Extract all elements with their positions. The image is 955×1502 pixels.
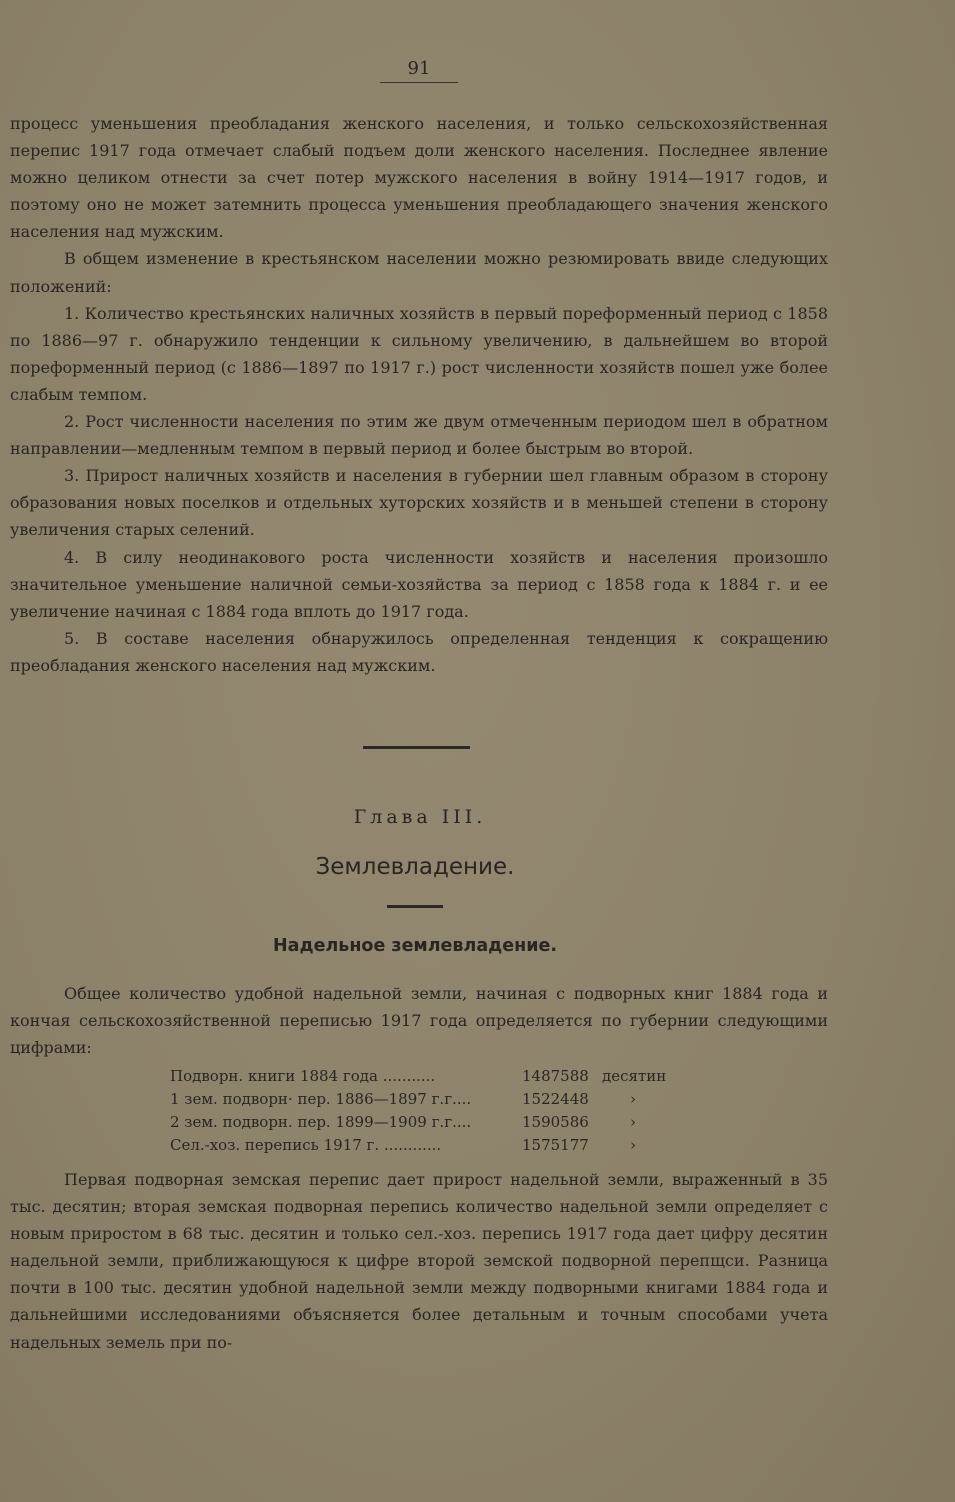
table-row xyxy=(170,1087,666,1110)
row-value: 1487588 xyxy=(522,1066,589,1085)
table-row xyxy=(170,1133,666,1156)
title-divider xyxy=(387,905,443,908)
row-unit: › xyxy=(630,1135,636,1154)
table-row xyxy=(170,1064,666,1087)
paragraph-continued: процесс уменьшения преобладания женского населения, и только сельскохозяйственная перепис 1917 года отмечает слабый подъем доли женского населения. Последнее явление можно целиком отнести за счет потер мужского населения в войну 1914—1917 годов, и поэтому оно не может затемнить процесса уменьшения преобладающего значения женского населения над мужским. xyxy=(10,114,828,242)
paragraph-point-4: 4. В силу неодинакового роста численности хозяйств и населения произошло значительное уменьшение наличной семьи-хозяйства за период с 1858 года к 1884 г. и ее увеличение начиная с 1884 года вплоть до 1917 года. xyxy=(10,547,828,621)
page-number: 91 xyxy=(407,58,431,79)
paragraph-closing: Первая подворная земская перепис дает прирост надельной земли, выраженный в 35 тыс. десятин; вторая земская подворная перепись количество надельной земли определяет с новым приростом в 68 тыс. десятин и только сел.-хоз. перепись 1917 года дает цифру десятин надельной земли, приближающуюся к цифре второй земской подворной перепщси. Разница почти в 100 тыс. десятин удобной надельной земли между подворными книгами 1884 года и дальнейшими исследованиями объясняется более детальным и точным способами учета надельных земель при по- xyxy=(10,1170,828,1352)
paragraph-intro: Общее количество удобной надельной земли, начиная с подворных книг 1884 года и кончая сельскохозяйственной переписью 1917 года определяется по губернии следующими цифрами: xyxy=(10,984,828,1058)
land-table xyxy=(170,1064,666,1156)
page-number-underline xyxy=(380,82,458,83)
row-value: 1590586 xyxy=(522,1112,589,1131)
row-value: 1575177 xyxy=(522,1135,589,1154)
table-row xyxy=(170,1110,666,1133)
paragraph-summary-intro: В общем изменение в крестьянском населении можно резюмировать ввиде следующих положений: xyxy=(10,249,828,296)
summary-section xyxy=(10,110,828,679)
paragraph-point-3: 3. Прирост наличных хозяйств и населения в губернии шел главным образом в сторону образования новых поселков и отдельных хуторских хозяйств и в меньшей степени в сторону увеличения старых селений. xyxy=(10,466,828,540)
intro-section xyxy=(10,980,828,1061)
paragraph-point-2: 2. Рост численности населения по этим же двум отмеченным периодом шел в обратном направлении—медленным темпом в первый период и более быстрым во второй. xyxy=(10,412,828,459)
row-unit: десятин xyxy=(602,1066,667,1085)
row-unit: › xyxy=(630,1089,636,1108)
row-source: Подворн. книги 1884 года ........... xyxy=(170,1066,436,1085)
row-value: 1522448 xyxy=(522,1089,589,1108)
row-source: Сел.-хоз. перепись 1917 г. ............ xyxy=(170,1135,442,1154)
paragraph-point-1: 1. Количество крестьянских наличных хозяйств в первый пореформенный период с 1858 по 1886—97 г. обнаружило тенденции к сильному увеличению, в дальнейшем во второй пореформенный период (с 1886—1897 по 1917 г.) рост численности хозяйств пошел уже более слабым темпом. xyxy=(10,303,828,404)
chapter-title: Землевладение. xyxy=(315,854,515,880)
closing-section xyxy=(10,1166,828,1356)
section-title: Надельное землевладение. xyxy=(272,936,558,956)
section-divider xyxy=(363,746,470,749)
row-source: 2 зем. подворн. пер. 1899—1909 г.г.... xyxy=(170,1112,472,1131)
row-unit: › xyxy=(630,1112,636,1131)
paragraph-point-5: 5. В составе населения обнаружилось определенная тенденция к сокращению преобладания женского населения над мужским. xyxy=(10,628,828,675)
row-source: 1 зем. подворн· пер. 1886—1897 г.г.... xyxy=(170,1089,472,1108)
chapter-label: Глава III. xyxy=(353,806,487,828)
